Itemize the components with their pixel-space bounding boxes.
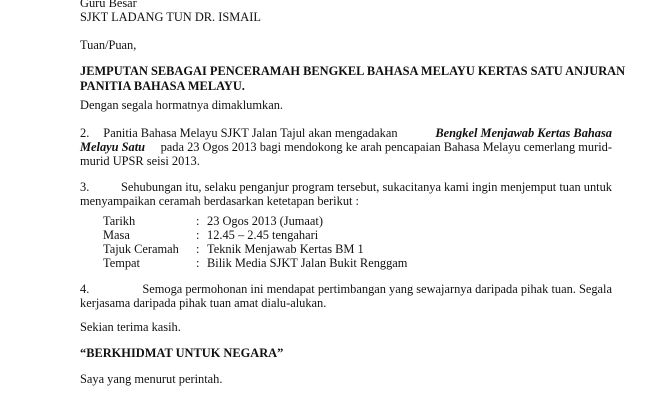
para3-line-2: menyampaikan ceramah berdasarkan ketetapan berikut : — [80, 194, 360, 208]
detail-label-tajuk: Tajuk Ceramah — [103, 242, 179, 256]
motto: “BERKHIDMAT UNTUK NEGARA” — [80, 346, 284, 360]
detail-sep: : — [196, 256, 200, 270]
para2-event-name-b: Melayu Satu — [80, 140, 146, 154]
para4-line-1-text: Semoga permohonan ini mendapat pertimbangan yang sewajarnya daripada pihak tuan. Segala — [142, 282, 612, 296]
para3-line-1 — [80, 180, 612, 195]
recipient-school: SJKT LADANG TUN DR. ISMAIL — [80, 10, 261, 24]
subject-line-2: PANITIA BAHASA MELAYU. — [80, 79, 245, 93]
para4-line-1 — [80, 282, 612, 297]
detail-label-tarikh: Tarikh — [103, 214, 136, 228]
para2-event-name-a: Bengkel Menjawab Kertas Bahasa — [435, 126, 612, 140]
signoff: Saya yang menurut perintah. — [80, 372, 223, 386]
para2-number: 2. — [80, 126, 90, 140]
para2-line-2-b: pada 23 Ogos 2013 bagi mendokong ke arah pencapaian Bahasa Melayu cemerlang murid- — [160, 140, 612, 154]
subject-line-1: JEMPUTAN SEBAGAI PENCERAMAH BENGKEL BAHASA MELAYU KERTAS SATU ANJURAN — [80, 64, 626, 78]
recipient-title: Guru Besar — [80, 0, 137, 10]
detail-label-masa: Masa — [103, 228, 130, 242]
detail-label-tempat: Tempat — [103, 256, 140, 270]
detail-value-tajuk: Teknik Menjawab Kertas BM 1 — [207, 242, 364, 256]
opening-sentence: Dengan segala hormatnya dimaklumkan. — [80, 98, 284, 112]
para4-number: 4. — [80, 282, 90, 296]
para2-line-1-text — [103, 126, 612, 141]
para2-line-3: murid UPSR seisi 2013. — [80, 154, 200, 168]
para3-number: 3. — [80, 180, 90, 194]
salutation: Tuan/Puan, — [80, 38, 137, 52]
para3-line-1-text: Sehubungan itu, selaku penganjur program tersebut, sukacitanya kami ingin menjemput tuan untuk — [120, 180, 612, 194]
detail-value-masa: 12.45 – 2.45 tengahari — [207, 228, 319, 242]
detail-value-tarikh: 23 Ogos 2013 (Jumaat) — [207, 214, 323, 228]
para4-line-2: kerjasama daripada pihak tuan amat dialu-alukan. — [80, 296, 327, 310]
detail-sep: : — [196, 214, 200, 228]
para2-line-1-a: Panitia Bahasa Melayu SJKT Jalan Tajul akan mengadakan — [103, 126, 398, 140]
para2-line-2 — [80, 140, 612, 155]
detail-sep: : — [196, 242, 200, 256]
detail-value-tempat: Bilik Media SJKT Jalan Bukit Renggam — [207, 256, 408, 270]
detail-sep: : — [196, 228, 200, 242]
closing-sentence: Sekian terima kasih. — [80, 320, 181, 334]
para2-line-1 — [80, 126, 612, 141]
